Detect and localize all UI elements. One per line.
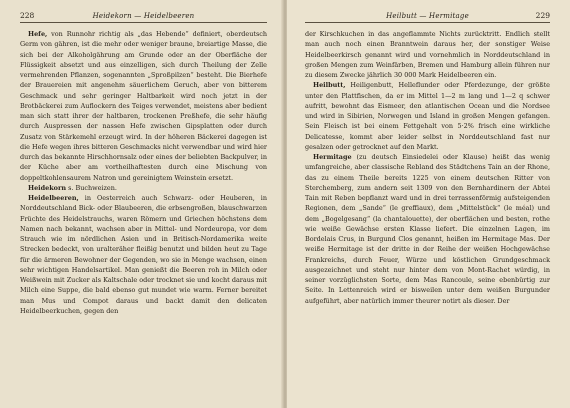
entry-body: der Kirschkuchen in das angeflammte Nichts zurücktritt. Endlich stellt man auch noch einen Branntwein daraus her, der sonstiger Weise Heidelbeerkirsch genannt wird und vornehmlich in Norddeutschland in großen Mengen zum Weinfärben, Bremen und Hamburg allein führen nur zu diesem Zwecke jährlich 30 000 Mark Heidelbeeren ein.	[305, 30, 550, 79]
entry-keyword: Heidekorn	[28, 183, 67, 192]
right-page	[287, 0, 570, 408]
entry-body: Heiligenbutt, Helleflunder oder Pferdezunge, der größte unter den Plattfischen, da er im Mittel 1—2 m lang und 1—2 q schwer aufritt, bewohnt das Eismeer, den atlantischen Ocean und die Nordsee und wird in Sibirien, Norwegen und Island in großen Mengen gefangen. Sein Fleisch ist bei einem Fettgehalt von 5·2% frisch eine wirkliche Delicatesse, kommt aber leider selbst in Norddeutschland fast nur gesalzen oder getrocknet auf den Markt.	[305, 81, 550, 151]
entry-paragraph	[305, 80, 550, 152]
right-running-head	[305, 10, 550, 23]
right-page-number: 229	[535, 11, 550, 20]
entry-paragraph	[20, 183, 267, 193]
entry-body: s. Buchweizen.	[66, 183, 117, 192]
entry-paragraph	[305, 29, 550, 80]
entry-body: (zu deutsch Einsiedelei oder Klause) heißt das wenig umfangreiche, aber classische Rebland des Städtchens Tain an der Rhone, das zu einem Theile bereits 1225 von einem deutschen Ritter von Sterchemberg, zum andern seit 1309 von den Bernhardinern der Abtei Tain mit Reben bepflanzt ward und in drei terrassenförmig aufsteigenden Regionen, dem „Sande“ (le greffiaux), dem „Mittelstück“ (le méal) und dem „Bogelgesang“ (la chantalouette), der oberflächen und besten, rothe wie weiße Gewächse ersten Klasse liefert. Die einzelnen Lagen, im Bordelais Crus, in Burgund Clos genannt, heißen im Hermitage Mas. Der weiße Hermitage ist der dritte in der Reihe der weißen Hochgewächse Frankreichs, durch Feuer, Würze und köstlichen Grundgeschmack ausgezeichnet und steht nur hinter dem von Mont-Rachet würdig, in seiner vorzüglichsten Sorte, dem Mas Rancoule, seine ebenbürtig zur Seite. In Lettenreich wird er bisweilen unter dem weißen Burgunder aufgeführt, aber natürlich immer theurer notirt als dieser. Der	[305, 153, 550, 305]
right-page-text	[305, 29, 550, 306]
entry-keyword: Heidelbeeren,	[28, 194, 79, 202]
entry-body: von Runnohr richtig als „das Hebende“ definiert, oberdeutsch Germ von gähren, ist die mehr oder weniger braune, breiartige Masse, die sich bei der Alkoholgährung am Grunde oder an der Oberfläche der Flüssigkeit absetzt und aus einzelligen, sich durch Theilung der Zelle vermehrenden Pflanzen, sogenannten „Sproßpilzen“ besteht. Die Bierhefe der Brauereien mit angenehm säuerlichem Geruch, aber von bitterem Geschmack und sehr geringer Haltbarkeit wird noch jetzt in der Brotbäckerei zum Auflockern des Teiges verwendet, meistens aber bedient man sich statt ihrer der haltbaren, trockenen Preßhefe, die sehr häufig durch Auspressen der nassen Hefe zwischen Gipsplatten oder durch Zusatz von Stärkemehl erzeugt wird. In der höheren Bäckerei dagegen ist die Hefe wegen ihres bitteren Geschmacks nicht verwendbar und wird hier durch das bekannte Hirschhornsalz oder eines der beliebten Backpulver, in der Küche aber am vortheilhaftesten durch eine Mischung von doppeltkohlensaurem Natron und gereinigtem Weinstein ersetzt.	[20, 30, 267, 182]
left-running-title: Heidekorn — Heidelbeeren	[92, 12, 195, 20]
entry-keyword: Hefe,	[28, 30, 48, 38]
entry-keyword: Heilbutt,	[313, 81, 346, 90]
entry-paragraph	[20, 193, 267, 316]
left-running-head	[20, 10, 267, 23]
entry-keyword: Hermitage	[313, 153, 352, 161]
left-page-number: 228	[20, 11, 35, 20]
left-page	[0, 0, 283, 408]
entry-body: in Oesterreich auch Schwarz- oder Heuberen, in Norddeutschland Bick- oder Blaubeeren, die erbsengroßen, blauschwarzen Früchte des Heidelstrauchs, waren Römern und Griechen höchstens dem Namen nach bekannt, wachsen aber in Mittel- und Nordeuropa, vor dem Strauch wie im nördlichen Asien und in Britisch-Nordamerika weite Strecken bedeckt, von uralteräher fleißig benutzt und bilden heut zu Tage für die ärmeren Bewohner der Gegenden, wo sie in Menge wachsen, einen sehr wichtigen Handelsartikel. Man genießt die Beeren roh in Milch oder Weißwein mit Zucker als Kaltschale oder trocknet sie und kocht daraus mit Milch eine Suppe, die bald ebenso gut mundet wie warm. Ferner bereitet man Mus und Compot daraus und backt damit den delicaten Heidelbeerkuchen, gegen den	[20, 194, 267, 315]
entry-paragraph	[20, 29, 267, 183]
left-page-text	[20, 29, 267, 316]
right-running-title: Heilbutt — Hermitage	[386, 12, 469, 20]
entry-paragraph	[305, 152, 550, 306]
